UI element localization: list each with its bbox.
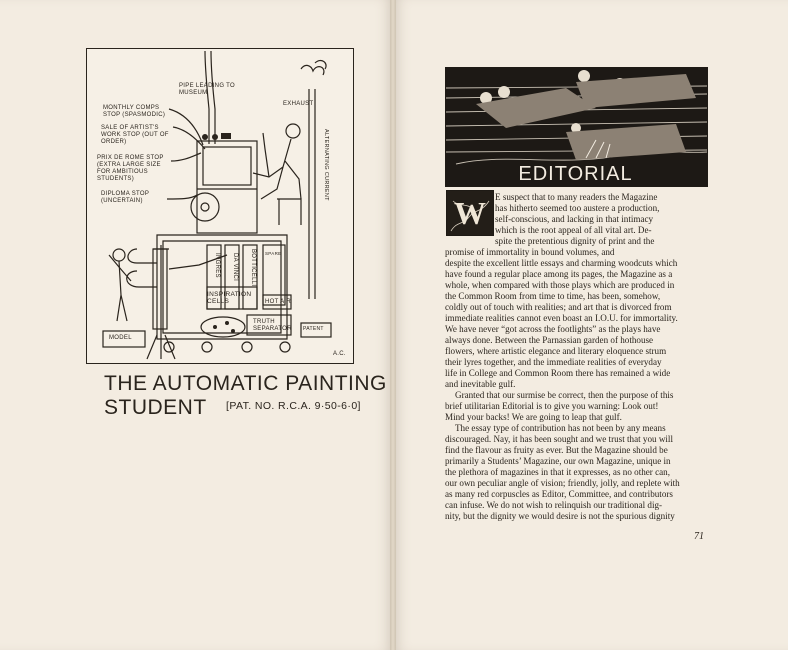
text-line: Mind your backs! We are going to leap that gulf. [445, 412, 622, 422]
automatic-painting-illustration [86, 48, 354, 364]
text-line: and inevitable gulf. [445, 379, 516, 389]
label-ingres: INGRES [214, 253, 220, 278]
label-da-vinci: DA VINCI [232, 253, 238, 282]
text-line: The essay type of contribution has not been by any means [455, 423, 666, 433]
label-exhaust: EXHAUST [283, 101, 314, 107]
book-gutter [390, 0, 396, 650]
editorial-body [445, 192, 707, 522]
illustration-caption [104, 372, 387, 420]
label-patent-box: PATENT [303, 326, 324, 332]
text-line: Granted that our surmise be correct, then the purpose of this [455, 390, 674, 400]
label-alternating-current: ALTERNATING CURRENT [323, 129, 329, 201]
caption-line-2: STUDENT [104, 396, 207, 419]
text-line: immediate realities cannot even boast an I.O.U. for immortality. [445, 313, 678, 323]
label-side-box: SPARE [265, 251, 282, 256]
editorial-heading: EDITORIAL [518, 163, 633, 185]
label-hot-air: HOT AIR [265, 299, 291, 305]
label-inspiration-cells: INSPIRATION CELLS [207, 291, 252, 305]
text-line: the Common Room from time to time, has been, somehow, [445, 291, 661, 301]
text-line: We have never “got across the footlights” as the plays have [445, 324, 661, 334]
text-line: despite the excellent little essays and charming woodcuts which [445, 258, 678, 268]
text-line: can infuse. We do not wish to relinquish our traditional dig- [445, 500, 663, 510]
label-diploma: DIPLOMA STOP (UNCERTAIN) [101, 191, 150, 204]
text-line: spite the pretentious dignity of print and the [495, 236, 655, 246]
text-line: brief utilitarian Editorial is to give you warning: Look out! [445, 401, 659, 411]
text-line: coldly out of touch with realities; and art that is divorced from [445, 302, 672, 312]
text-line: discouraged. Nay, it has been sought and we trust that you will [445, 434, 673, 444]
text-line: E suspect that to many readers the Magazine [495, 192, 658, 202]
text-line: which is the root appeal of all vital art. De- [495, 225, 652, 235]
text-line: self-conscious, and lacking in that intimacy [495, 214, 654, 224]
text-line: has hitherto seemed too austere a production, [495, 203, 660, 213]
page-number: 71 [694, 531, 704, 542]
label-botticelli: BOTTICELLI [250, 249, 256, 287]
artist-initials: A.C. [333, 351, 346, 357]
text-line: nity, but the dignity we would desire is not the spurious dignity [445, 511, 675, 521]
text-line: as many red corpuscles as Editor, Committee, and contributors [445, 489, 673, 499]
text-line: their lyres together, and the immediate realities of everyday [445, 357, 662, 367]
patent-number: [PAT. NO. R.C.A. 9·50-6·0] [226, 400, 361, 412]
label-truth-separator: TRUTH SEPARATOR [253, 319, 292, 332]
text-line: promise of immortality in bound volumes, and [445, 247, 615, 257]
text-line: flowers, where artistic elegance and literary eloquence strum [445, 346, 667, 356]
text-line: always done. Between the Parnassian garden of hothouse [445, 335, 654, 345]
label-pipe: PIPE LEADING TO MUSEUM [179, 83, 235, 96]
drop-cap-letter: W [454, 195, 486, 231]
label-prix-de-rome: PRIX DE ROME STOP (EXTRA LARGE SIZE FOR AMBITIOUS STUDENTS) [97, 155, 164, 182]
label-sale-of-work: SALE OF ARTIST'S WORK STOP (OUT OF ORDER) [101, 125, 169, 145]
text-line: find the flavour as fruity as ever. But the Magazine should be [445, 445, 668, 455]
label-model: MODEL [109, 335, 132, 341]
text-line: whole, when compared with those plays which are produced in [445, 280, 675, 290]
label-monthly-comps: MONTHLY COMPS STOP (SPASMODIC) [103, 105, 166, 118]
text-line: primarily a Students’ Magazine, our own Magazine, unique in [445, 456, 671, 466]
text-line: our own peculiar angle of vision; friendly, jolly, and replete with [445, 478, 680, 488]
text-line: life in College and Common Room there has remained a wide [445, 368, 671, 378]
text-line: have found a regular place among its pages, the Magazine as a [445, 269, 673, 279]
text-line: the plethora of magazines in that it expresses, as no other can, [445, 467, 670, 477]
caption-line-1: THE AUTOMATIC PAINTING [104, 372, 387, 395]
